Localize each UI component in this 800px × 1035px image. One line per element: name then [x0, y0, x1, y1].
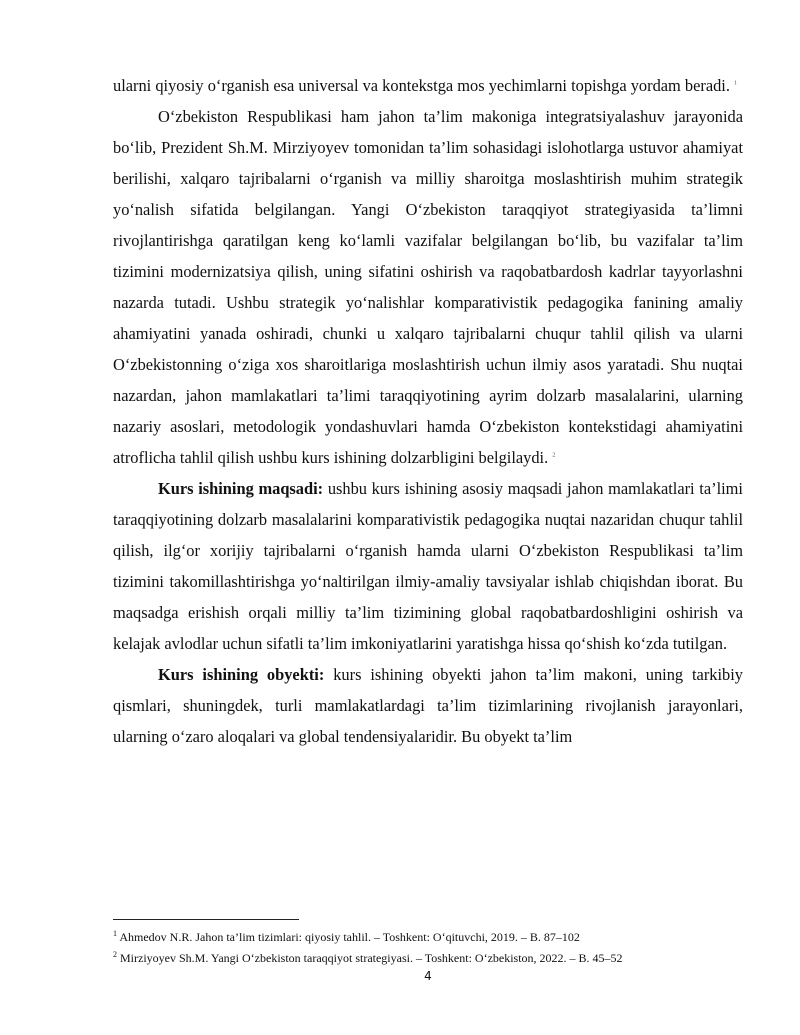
- paragraph-relevance: [113, 101, 743, 473]
- footnote-reference[interactable]: 2: [552, 452, 556, 459]
- footnote-separator: [113, 919, 299, 920]
- paragraph-goal: [113, 473, 743, 659]
- paragraph-lead: Kurs ishining obyekti:: [158, 665, 325, 684]
- paragraph-lead: Kurs ishining maqsadi:: [158, 479, 324, 498]
- footnote-item: [113, 925, 753, 946]
- footnote-reference[interactable]: 1: [734, 80, 738, 87]
- footnote-number: 1: [113, 929, 117, 938]
- footnote-item: [113, 946, 753, 967]
- body-text: [113, 70, 743, 752]
- footnote-text: Mirziyoyev Sh.M. Yangi O‘zbekiston taraqqiyot strategiyasi. – Toshkent: O‘zbekiston, 2022. – B. 45–52: [120, 951, 623, 965]
- page-number: 4: [424, 969, 432, 983]
- footnotes: [113, 925, 753, 967]
- footnote-text: Ahmedov N.R. Jahon ta’lim tizimlari: qiyosiy tahlil. – Toshkent: O‘qituvchi, 2019. – B. 87–102: [119, 930, 580, 944]
- paragraph-text: kurs ishining obyekti jahon ta’lim makoni, uning tarkibiy qismlari, shuningdek, turli mamlakatlardagi ta’lim tizimlarining rivojlanish jarayonlari, ularning o‘zaro aloqalari va global tendensiyalaridir. Bu obyekt ta’lim: [113, 665, 743, 746]
- paragraph-text: O‘zbekiston Respublikasi ham jahon ta’lim makoniga integratsiyalashuv jarayonida bo‘lib, Prezident Sh.M. Mirziyoyev tomonidan ta’lim sohasidagi islohotlarga ustuvor ahamiyat berilishi, xalqaro tajribalarni o‘rganish va milliy sharoitga moslashtirish muhim strategik yo‘nalish sifatida belgilangan. Yangi O‘zbekiston taraqqiyot strategiyasida ta’limni rivojlantirishga qaratilgan keng ko‘lamli vazifalar belgilangan bo‘lib, bu vazifalar ta’lim tizimini modernizatsiya qilish, uning sifatini oshirish va raqobatbardosh kadrlar tayyorlashni nazarda tutadi. Ushbu strategik yo‘nalishlar komparativistik pedagogika fanining amaliy ahamiyatini yanada oshiradi, chunki u xalqaro tajribalarni chuqur tahlil qilish va ularni O‘zbekistonning o‘ziga xos sharoitlariga moslashtirish uchun ilmiy asos yaratadi. Shu nuqtai nazardan, jahon mamlakatlari ta’limi taraqqiyotining ayrim dolzarb masalalarini, ularning nazariy asoslari, metodologik yondashuvlari hamda O‘zbekiston kontekstidagi ahamiyatini atroflicha tahlil qilish ushbu kurs ishining dolzarbligini belgilaydi.: [113, 107, 743, 467]
- footnote-number: 2: [113, 950, 117, 959]
- paragraph-text: ushbu kurs ishining asosiy maqsadi jahon mamlakatlari ta’limi taraqqiyotining dolzarb masalalarini komparativistik pedagogika nuqtai nazaridan chuqur tahlil qilish, ilg‘or xorijiy tajribalarni o‘rganish hamda ularni O‘zbekiston Respublikasi ta’lim tizimini takomillashtirishga yo‘naltirilgan ilmiy-amaliy tavsiyalar ishlab chiqishdan iborat. Bu maqsadga erishish orqali milliy ta’lim tizimining global raqobatbardoshligini oshirish va kelajak avlodlar uchun sifatli ta’lim imkoniyatlarini yaratishga hissa qo‘shish ko‘zda tutilgan.: [113, 479, 743, 653]
- paragraph-object: [113, 659, 743, 752]
- paragraph-continuation: [113, 70, 743, 101]
- paragraph-text: ularni qiyosiy o‘rganish esa universal va kontekstga mos yechimlarni topishga yordam beradi.: [113, 76, 730, 95]
